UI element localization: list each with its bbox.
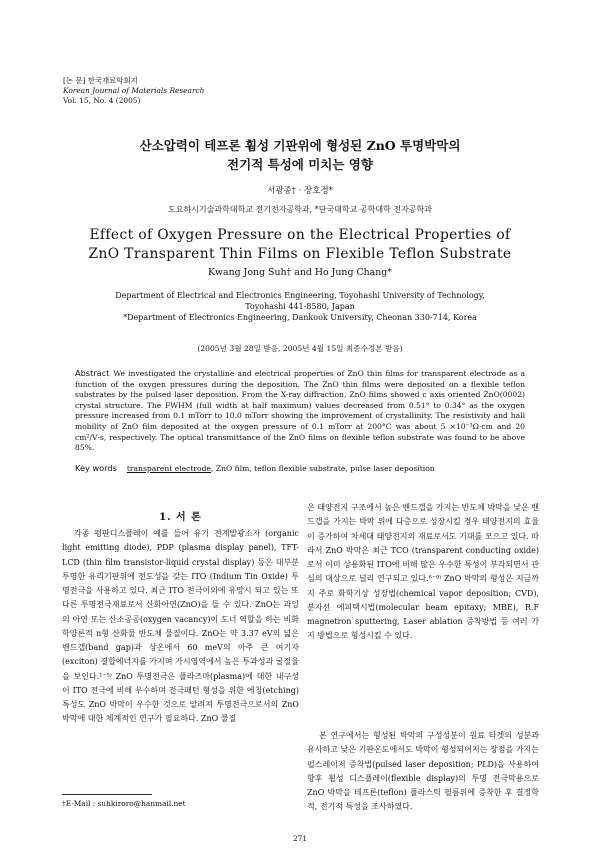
body-right-column-paragraph-1: 은 태양전지 구조에서 높은 밴드갭을 가지는 반도체 박막을 낮은 밴드갭을 가지는 박막 위에 다층으로 성장시킬 경우 태양전지의 효율이 증가하여 차세대 태양전지의 재료로서도 기대를 모으고 있다. 따라서 ZnO 박막은 최근 TCO (transparent conducting oxide)로서 이미 상용화된 ITO에 비해 많은 우수한 특성이 부각되면서 관심의 대상으로 널리 연구되고 있다.⁶⁻⁹⁾ ZnO 박막의 형성은 지금까지 주로 화학기상 성장법(chemical vapor deposition; CVD), 분자선 에피택시법(molecular beam epitaxy; MBE), R.F magnetron sputtering, Laser ablation 증착방법 등 여러 가지 방법으로 형성시킬 수 있다. <box>307 503 539 641</box>
english-title-line-2: ZnO Transparent Thin Films on Flexible Teflon Substrate <box>88 246 512 262</box>
abstract-label: Abstract <box>75 368 110 378</box>
page-number: 271 <box>292 834 308 843</box>
korean-title <box>0 136 600 174</box>
footnote-email: †E-Mail : suhkiroro@hanmail.net <box>62 799 186 808</box>
keywords <box>75 463 525 473</box>
english-title-line-1: Effect of Oxygen Pressure on the Electrical Properties of <box>89 227 511 243</box>
keywords-rest: , ZnO film, teflon flexible substrate, pulse laser deposition <box>211 464 435 473</box>
english-title <box>0 226 600 264</box>
journal-korean-name: [논 문] 한국재료학회지 <box>63 76 138 85</box>
section-heading-introduction: 1. 서 론 <box>159 512 202 523</box>
body-left-column: 각종 평판디스플레이 예를 들어 유기 전계발광소자 (organic light emitting diode), PDP (plasma display panel), TFT-LCD (thin film transistor-liquid crystal display) 등은 대부분 투명한 유리기판위에 전도성을 갖는 ITO (Indium Tin Oxide) 투명전극을 사용하고 있다. 최근 ITO 전극이외에 유망시 되고 있는 또 다른 투명전극재료로서 산화아연(ZnO)을 들 수 있다. ZnO는 과잉의 아연 또는 산소공공(oxygen vacancy)이 도너 역할을 하는 비화학양론적 n형 산화물 반도체 물질이다. ZnO는 약 3.37 eV의 넓은 밴드갭(band gap)과 상온에서 60 meV의 아주 큰 여기자(exciton) 결합에너지를 가지며 가시영역에서 높은 투과성과 굴절율을 보인다.¹⁻⁵⁾ ZnO 투명전극은 플라즈마(plasma)에 대한 내구성이 ITO 전극에 비해 우수하며 전극패턴 형성을 위한 에칭(etching) 특성도 ZnO 박막이 우수한 것으로 알려져 투명전극으로서의 ZnO 박막에 대한 체계적인 연구가 필요하다. ZnO 물질 <box>62 529 299 724</box>
received-dates: (2005년 3월 28일 받음, 2005년 4월 15일 최종수정본 받음) <box>197 344 403 353</box>
korean-affiliation: 도요하시기술과학대학교 전기전자공학과, *단국대학교 공학대학 전자공학과 <box>167 205 432 214</box>
journal-header <box>63 76 204 106</box>
english-affiliation <box>0 290 600 323</box>
keywords-label: Key words <box>75 463 117 473</box>
korean-title-line-1: 산소압력이 테프론 휨성 기판위에 형성된 ZnO 투명박막의 <box>139 138 461 153</box>
body-right-column-paragraph-2: 본 연구에서는 형성된 박막의 구성성분이 원료 타겟의 성분과 유사하고 낮은 기판온도에서도 박막이 형성되어지는 장점을 가지는 펄스레이저 증착법(pulsed laser deposition; PLD)을 사용하여 향후 휨성 디스플레이(flexible display)의 투명 전극막용으로 ZnO 박막을 테프론(teflon) 플라스틱 필름위에 증착한 후 결정학적, 전기적 특성을 조사하였다. <box>307 731 539 812</box>
affiliation-line-1: Department of Electrical and Electronics Engineering, Toyohashi University of Technology, <box>115 291 485 300</box>
korean-title-line-2: 전기적 특성에 미치는 영향 <box>227 157 373 172</box>
keyword-link[interactable]: transparent electrode <box>126 464 211 473</box>
affiliation-line-2: Toyohashi 441-8580, Japan <box>245 302 355 311</box>
english-authors: Kwang Jong Suh† and Ho Jung Chang* <box>208 267 392 278</box>
korean-authors: 서광종† · 장호정* <box>267 186 333 196</box>
footnote-divider <box>62 794 152 795</box>
abstract-text: We investigated the crystalline and electrical properties of ZnO thin films for transparent electrode as a function of the oxygen pressures during the deposition. The ZnO thin films were deposited on a flexible teflon substrates by the pulsed laser deposition. From the X-ray diffraction, ZnO films showed c axis oriented ZnO(0002) crystal structure. The FWHM (full width at half maximum) values decreased from 0.51° to 0.34° as the oxygen pressure increased from 0.1 mTorr to 10.0 mTorr showing the improvement of crystallinity. The resistivity and hall mobility of ZnO film deposited at the oxygen pressure of 0.1 mTorr at 200°C was about 5 ×10⁻³Ω·cm and 20 cm²/V·s, respectively. The optical transmittance of the ZnO films on flexible teflon substrate was found to be above 85%. <box>75 369 525 453</box>
affiliation-line-3: *Department of Electronics Engineering, Dankook University, Cheonan 330-714, Korea <box>123 313 477 322</box>
journal-volume: Vol. 15, No. 4 (2005) <box>63 96 141 105</box>
abstract <box>75 368 525 454</box>
journal-english-name: Korean Journal of Materials Research <box>63 86 205 95</box>
